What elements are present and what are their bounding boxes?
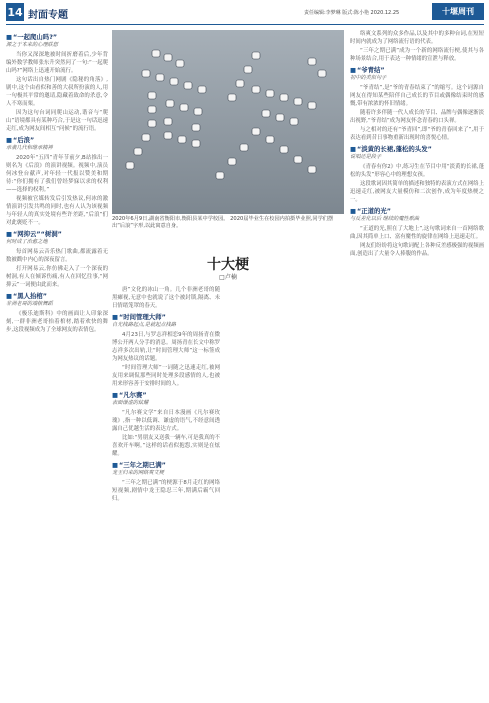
heading-5: ■ “时间管理大师”	[112, 313, 220, 322]
heading-6: ■ “凡尔赛”	[112, 391, 220, 400]
photo-caption: 2020年6月9日,湖南省衡阳市,衡阳县某中学校园。 2020届毕业生在校园内拍摄毕业照,同学们摆出“后浪”字形,以此寓意自身。	[112, 216, 334, 229]
editor-line: 责任编辑:李梦琳 版式:陈小艳 2020.12.25	[304, 10, 400, 16]
paragraph: “三年之期已满”成为一个新的网络流行梗,使其与各种场景结合,用于表达一种情绪的宣泄与释放。	[350, 48, 484, 62]
heading-4: ■ “黑人抬棺”	[6, 292, 108, 301]
subheading-1: 源之于本来的心理联想	[6, 42, 58, 48]
paragraph: 网友们纷纷将这句歌词配上各种反差感极强的视频画面,创造出了大量令人捧腹的作品。	[350, 243, 484, 257]
heading-3: ■ “网抑云”“树洞”	[6, 230, 108, 239]
column-1	[6, 30, 108, 697]
article-title: 十大梗	[207, 257, 249, 273]
paragraph: “正道的光,照在了大地上”,这句歌词来自一首网络歌曲,因其简单上口、富有魔性的旋律在网络上迅速走红。	[350, 226, 484, 240]
subheading-2: 承袭几代和继承精神	[6, 145, 53, 151]
paragraph: “三年之期已满”的梗源于8月走红的网络短视频,剧情中龙王隐忍三年,期满后霸气回归。	[112, 480, 220, 502]
students-forming-characters-image	[112, 30, 344, 214]
paragraph: 视频被官媒转发后引发热议,何冰的激情演讲引发共鸣的同时,也有人认为该视频与年轻人的真实处境有些许差距,“后浪”们对此褒贬不一。	[6, 196, 108, 226]
heading-8: ■ “爷青结”	[350, 66, 484, 75]
paragraph: 随着许多伴随一代人成长的节目、品牌与偶像逐渐淡出视野,“爷青结”成为网友怀念青春的口头禅。	[350, 110, 484, 124]
paragraph: 2020年“五四”青年节前夕,B站推出一则名为《后浪》的演讲视频。视频中,演员何冰登台献声,对年轻一代报以赞美和期待:“你们拥有了我们曾经梦寐以求的权利——选择的权利。”	[6, 155, 108, 193]
paragraph: 每首网易云音乐热门歌曲,都流露着无数被戳中内心的深夜留言。	[6, 249, 108, 263]
page-header	[0, 0, 489, 24]
column-2	[112, 286, 220, 697]
cover-photo	[112, 30, 344, 214]
heading-7: ■ “三年之期已满”	[112, 461, 220, 470]
paragraph: 唐”文化的冰山一角。几个非洲老哥的随黑瘫视,无意中也就说了这个被封锁,隔离、未日情绪笼罩的春天。	[112, 287, 220, 309]
subheading-4: 非洲老哥的端棺舞蹈	[6, 301, 53, 307]
heading-10: ■ “正道的光”	[350, 207, 484, 216]
article-author: □卢楠	[219, 274, 237, 281]
subheading-8: 初中的类似句子	[350, 75, 387, 81]
paragraph: 络爽文系列的众多作品,以及其中的多种台词,在短短时间内就成为了网络流行语的代表。	[350, 31, 484, 45]
paragraph: “爷青结”,是“爷的青春结束了”的缩写。这个词源自网友在得知某些陪伴自己成长的节目或偶像结束时的感慨,带有浓浓的怀旧情绪。	[350, 85, 484, 107]
paragraph: 4月23日,与罗志祥相恋9年的周扬青在微博公开两人分手的消息。周扬青在长文中称罗志祥多次出轨,让“时间管理大师”这一标签成为网友热议的话题。	[112, 332, 220, 362]
column-4	[350, 30, 484, 697]
paragraph: 《极乐迪斯科》中的画面让人印象深刻,一群非洲老哥抬着棺材,踏着欢快的舞步,这段视频成为了全球网友的表情包。	[6, 311, 108, 333]
subheading-5: 自光栈路起点,是就起点栈路	[112, 322, 176, 328]
paragraph: 《青春有你2》中,练习生在节目中用“淡黄的长裙,蓬松的头发”形容心中的理想女孩。	[350, 164, 484, 178]
heading-9: ■ “淡黄的长裙,蓬松的头发”	[350, 145, 484, 154]
subheading-9: 说唱还是段子	[350, 154, 382, 160]
newspaper-logo: 十堰周刊	[432, 3, 484, 20]
paragraph: 与之相对的还有“爷青回”,即“爷的青春回来了”,用于表达看到昔日事物重新出现时的喜悦心情。	[350, 127, 484, 141]
paragraph: “凡尔赛文学”来自日本漫画《凡尔赛玫瑰》,指一种以低调、谦虚的语气,不经意间透露自己优越生活的表达方式。	[112, 410, 220, 432]
subheading-10: 与反差化以后 继续的魔性歌曲	[350, 216, 420, 222]
paragraph: 这段歌词因其简单的描述和独特的表演方式在网络上迅速走红,被网友大量模仿和二次创作,成为年度热梗之一。	[350, 181, 484, 203]
paragraph: 比如:“男朋友又送我一辆车,可是我真的不喜欢开车啊。”这样的话看似抱怨,实则是在炫耀。	[112, 435, 220, 457]
subheading-6: 表面谦虚的炫耀	[112, 400, 149, 406]
paragraph: “时间管理大师”一词随之迅速走红,被网友用来调侃那些同时处理多段感情的人,也被用来形容善于安排时间的人。	[112, 365, 220, 387]
section-title: 封面专题	[28, 10, 68, 21]
subheading-3: 何时成了治愈之地	[6, 239, 48, 245]
heading-1: ■ “一起爬山吗?”	[6, 33, 108, 42]
heading-2: ■ “后浪”	[6, 136, 108, 145]
header-rule	[6, 24, 484, 25]
paragraph: 当你又深深地被时间折磨着后,少年背编外数学教师张东升突然问了一句:“一起爬山吗?”网络上迅速开始流行。	[6, 52, 108, 74]
page-number: 14	[6, 3, 24, 21]
paragraph: 这句话出自热门网剧《隐秘的角落》,剧中,这个由看似和善的大叔所扮演的人,用一句极其平常的邀请,隐藏着致命的杀意,令人不寒而栗。	[6, 77, 108, 107]
paragraph: 因为这句台词同爬山运动,谐音与“爬山”语境都具有某种巧合,于是这一句话迅速走红,成为网友间相互“问候”的流行语。	[6, 110, 108, 132]
paragraph: 打开网易云,你仿佛走入了一个深夜的树洞,有人在倾诉伤痛,有人在回忆往事,“网抑云”一词便由此而来。	[6, 266, 108, 288]
subheading-7: 龙王归来的网络爽文梗	[112, 470, 164, 476]
